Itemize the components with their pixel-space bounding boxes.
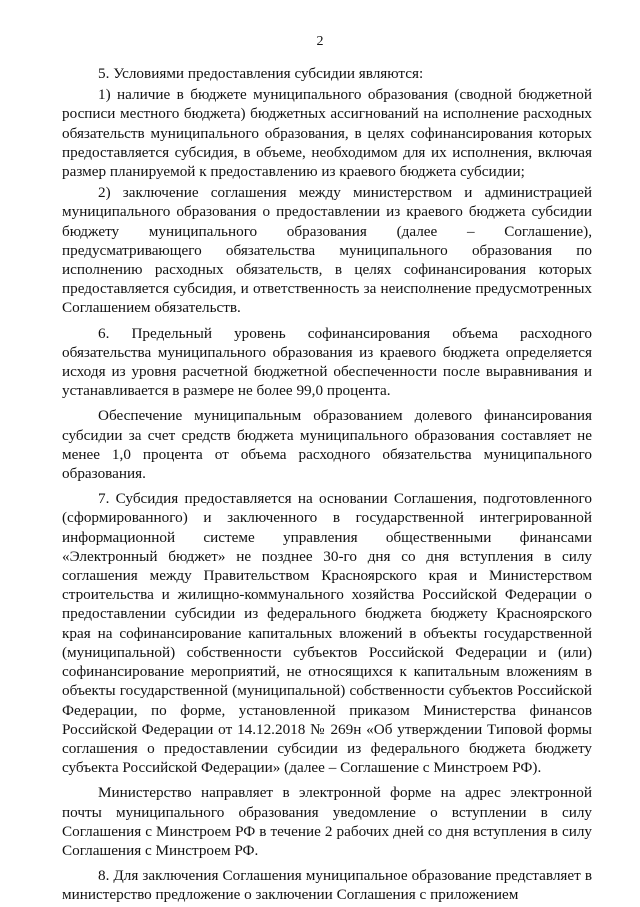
paragraph-7: 7. Субсидия предоставляется на основании Соглашения, подготовленного (сформированного) и заключенного в государственной интегрированной информационной системе управления общественными финансами «Электронный бюджет» не позднее 30-го дня со дня вступления в силу соглашения между Правительством Красноярского края и Министерством строительства и жилищно-коммунального хозяйства Российской Федерации о предоставлении субсидии из федерального бюджета бюджету Красноярского края на софинансирование капитальных вложений в объекты государственной (муниципальной) собственности субъектов Российской Федерации и (или) софинансирование мероприятий, не относящихся к капитальным вложениям в объекты государственной (муниципальной) собственности субъектов Российской Федерации, по форме, установленной приказом Министерства финансов Российской Федерации от 14.12.2018 № 269н «Об утверждении Типовой формы соглашения о предоставлении субсидии из федерального бюджета бюджету субъекта Российской Федерации» (далее – Соглашение с Минстроем РФ). xyxy=(62,490,592,777)
paragraph-7-notification: Министерство направляет в электронной форме на адрес электронной почты муниципального образования уведомление о вступлении в силу Соглашения с Минстроем РФ в течение 2 рабочих дней со дня вступления в силу Соглашения с Минстроем РФ. xyxy=(62,784,592,859)
page-number: 2 xyxy=(316,34,324,49)
paragraph-5-heading: 5. Условиями предоставления субсидии являются: xyxy=(98,65,424,82)
paragraph-8: 8. Для заключения Соглашения муниципальное образование представляет в министерство предложение о заключении Соглашения с приложением xyxy=(62,867,592,904)
document-body xyxy=(62,64,592,907)
paragraph-5-item-1: 1) наличие в бюджете муниципального образования (сводной бюджетной росписи местного бюджета) бюджетных ассигнований на исполнение расходных обязательств муниципального образования, в целях софинансирования которых предоставляется субсидия, в объеме, необходимом для их исполнения, включая размер планируемой к предоставлению из краевого бюджета субсидии; xyxy=(62,86,592,181)
paragraph-6: 6. Предельный уровень софинансирования объема расходного обязательства муниципального образования из краевого бюджета определяется исходя из уровня расчетной бюджетной обеспеченности после выравнивания и устанавливается в размере не более 99,0 процента. xyxy=(62,324,592,400)
paragraph-5-item-2: 2) заключение соглашения между министерством и администрацией муниципального образования о предоставлении из краевого бюджета субсидии бюджету муниципального образования (далее – Соглашение), предусматривающего обязательства муниципального образования по исполнению расходных обязательств, в целях софинансирования которых предоставляется субсидия, и ответственность за неисполнение предусмотренных Соглашением обязательств. xyxy=(62,184,592,317)
paragraph-6-cofinancing: Обеспечение муниципальным образованием долевого финансирования субсидии за счет средств бюджета муниципального образования составляет не менее 1,0 процента от объема расходного обязательства муниципального образования. xyxy=(62,407,592,483)
